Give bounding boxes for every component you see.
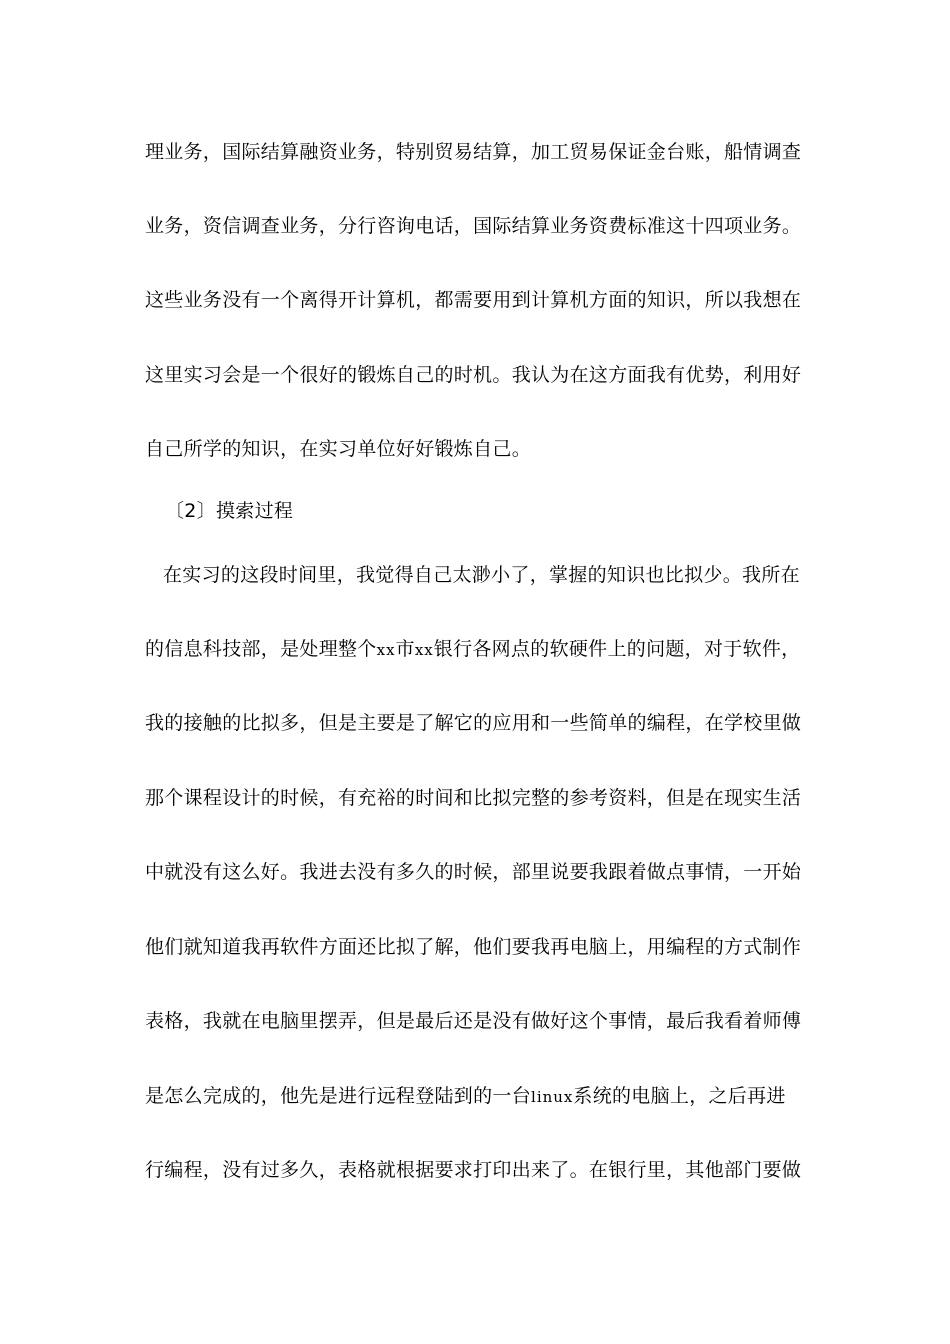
paragraph1-line-3: 这些业务没有一个离得开计算机，都需要用到计算机方面的知识，所以我想在 [145,289,802,311]
paragraph2-line-4: 那个课程设计的时候，有充裕的时间和比拟完整的参考资料，但是在现实生活 [145,787,802,809]
paragraph1-line-2: 业务，资信调查业务，分行咨询电话，国际结算业务资费标准这十四项业务。 [145,215,802,237]
paragraph2-line-2-part-c: 市 [395,638,415,660]
paragraph1-line-4: 这里实习会是一个很好的锻炼自己的时机。我认为在这方面我有优势，利用好 [145,364,802,386]
paragraph2-line-2-part-b: xx [376,641,396,659]
section-heading: 〔2〕摸索过程 [165,500,294,522]
paragraph1-line-5: 自己所学的知识，在实习单位好好锻炼自己。 [145,438,532,460]
paragraph2-line-9: 行编程，没有过多久，表格就根据要求打印出来了。在银行里，其他部门要做 [145,1159,802,1181]
paragraph2-line-8-part-b: linux [531,1088,574,1106]
paragraph2-line-6: 他们就知道我再软件方面还比拟了解，他们要我再电脑上，用编程的方式制作 [145,936,802,958]
paragraph2-line-5: 中就没有这么好。我进去没有多久的时候，部里说要我跟着做点事情，一开始 [145,861,802,883]
paragraph2-line-8-part-a: 是怎么完成的，他先是进行远程登陆到的一台 [145,1085,532,1107]
paragraph2-line-2-part-a: 的信息科技部，是处理整个 [145,638,377,660]
paragraph2-line-2 [145,637,800,662]
paragraph2-line-8 [145,1084,786,1109]
paragraph1-line-1: 理业务，国际结算融资业务，特别贸易结算，加工贸易保证金台账，船情调查 [145,141,802,163]
paragraph2-line-1: 在实习的这段时间里，我觉得自己太渺小了，掌握的知识也比拟少。我所在 [163,564,800,586]
paragraph2-line-7: 表格，我就在电脑里摆弄，但是最后还是没有做好这个事情，最后我看着师傅 [145,1010,802,1032]
paragraph2-line-8-part-c: 系统的电脑上，之后再进 [573,1085,786,1107]
paragraph2-line-3: 我的接触的比拟多，但是主要是了解它的应用和一些简单的编程，在学校里做 [145,712,802,734]
paragraph2-line-2-part-d: xx [414,641,434,659]
paragraph2-line-2-part-e: 银行各网点的软硬件上的问题，对于软件， [433,638,801,660]
